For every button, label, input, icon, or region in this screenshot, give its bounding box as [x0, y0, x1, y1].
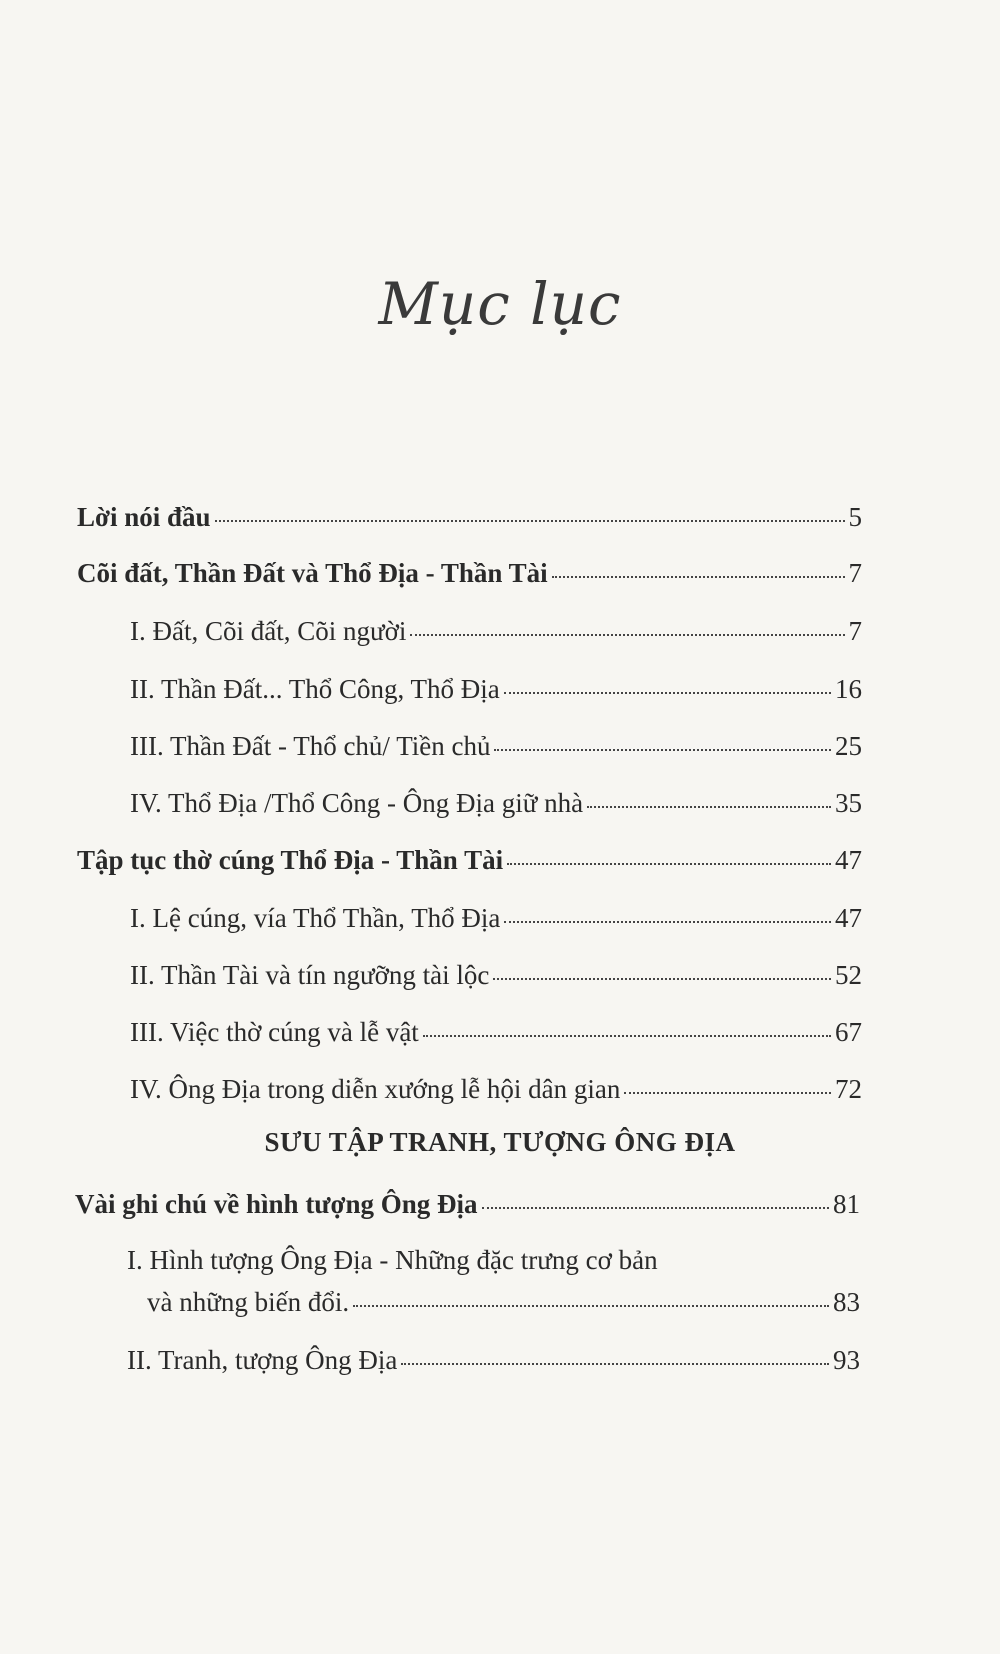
toc-entry [147, 1285, 860, 1319]
toc-entry-label: IV. Ông Địa trong diễn xướng lễ hội dân gian [130, 1074, 621, 1104]
toc-entry [130, 729, 862, 763]
leader-dots [507, 857, 831, 865]
toc-entry-page: 83 [833, 1287, 860, 1317]
toc-entry-label: và những biến đổi. [147, 1287, 350, 1317]
page-title: Mục lục [378, 270, 622, 338]
leader-dots [504, 915, 831, 923]
toc-entry [127, 1343, 860, 1377]
toc-entry [130, 1015, 862, 1049]
toc-entry [130, 958, 862, 992]
leader-dots [494, 743, 831, 751]
leader-dots [482, 1201, 830, 1209]
leader-dots [624, 1086, 831, 1094]
toc-entry-label: II. Tranh, tượng Ông Địa [127, 1345, 398, 1375]
toc-entry-page: 52 [835, 960, 862, 990]
toc-entry [130, 614, 862, 648]
toc-entry-label: Tập tục thờ cúng Thổ Địa - Thần Tài [77, 845, 504, 875]
toc-entry-page: 72 [835, 1074, 862, 1104]
leader-dots [423, 1029, 831, 1037]
toc-entry-label: Cõi đất, Thần Đất và Thổ Địa - Thần Tài [77, 558, 548, 588]
toc-entry-label: III. Việc thờ cúng và lễ vật [130, 1017, 419, 1047]
toc-entry-label: II. Thần Đất... Thổ Công, Thổ Địa [130, 674, 500, 704]
toc-entry-label: II. Thần Tài và tín ngưỡng tài lộc [130, 960, 490, 990]
toc-entry [75, 1187, 860, 1221]
toc-entry-page: 47 [835, 903, 862, 933]
toc-entry-label: Lời nói đầu [77, 502, 211, 532]
toc-entry-page: 93 [833, 1345, 860, 1375]
toc-entry-page: 81 [833, 1189, 860, 1219]
toc-entry [77, 500, 862, 534]
toc-entry-page: 7 [848, 616, 862, 646]
toc-entry-page: 47 [835, 845, 862, 875]
toc-entry [77, 556, 862, 590]
leader-dots [493, 972, 831, 980]
toc-entry [130, 786, 862, 820]
section-heading: SƯU TẬP TRANH, TƯỢNG ÔNG ĐỊA [264, 1127, 736, 1157]
toc-entry-page: 5 [848, 502, 862, 532]
leader-dots [401, 1357, 829, 1365]
toc-entry-page: 25 [835, 731, 862, 761]
toc-entry-page: 16 [835, 674, 862, 704]
toc-entry [130, 1072, 862, 1106]
leader-dots [552, 570, 845, 578]
leader-dots [410, 628, 844, 636]
toc-entry-page: 35 [835, 788, 862, 818]
toc-entry [130, 672, 862, 706]
toc-entry-label: Vài ghi chú về hình tượng Ông Địa [75, 1189, 478, 1219]
toc-entry-label: I. Đất, Cõi đất, Cõi người [130, 616, 407, 646]
leader-dots [587, 800, 831, 808]
leader-dots [353, 1299, 829, 1307]
toc-entry-label: IV. Thổ Địa /Thổ Công - Ông Địa giữ nhà [130, 788, 584, 818]
toc-entry-page: 7 [848, 558, 862, 588]
leader-dots [504, 686, 831, 694]
toc-entry-label: I. Lệ cúng, vía Thổ Thần, Thổ Địa [130, 903, 501, 933]
leader-dots [215, 514, 845, 522]
toc-entry [130, 901, 862, 935]
toc-entry-page: 67 [835, 1017, 862, 1047]
toc-entry-label: III. Thần Đất - Thổ chủ/ Tiền chủ [130, 731, 491, 761]
toc-entry [77, 843, 862, 877]
toc-entry-label-line1: I. Hình tượng Ông Địa - Những đặc trưng cơ bản [127, 1245, 658, 1275]
